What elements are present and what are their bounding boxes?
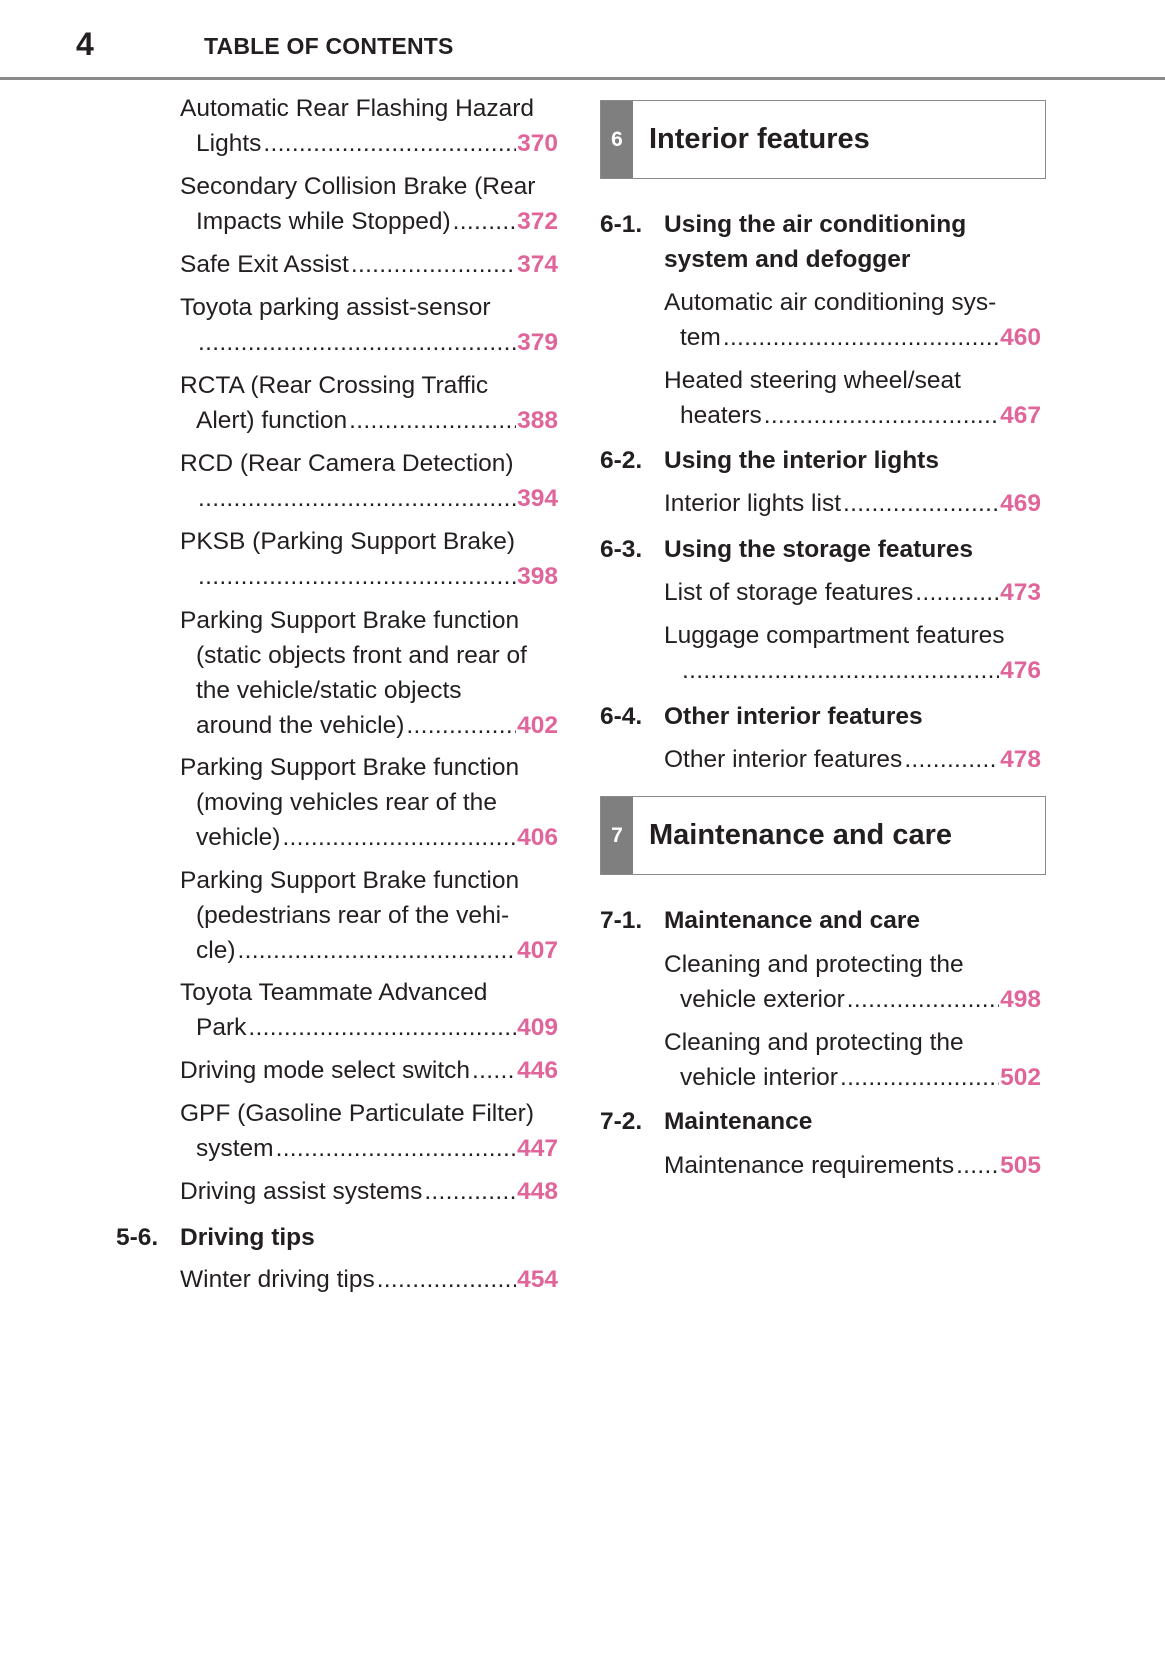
toc-entry-text: PKSB (Parking Support Brake) — [180, 528, 515, 555]
dot-leader — [721, 320, 999, 355]
chapter-title: Maintenance and care — [649, 819, 952, 851]
toc-entry-text: RCD (Rear Camera Detection) — [180, 450, 514, 477]
section-number: 6-3. — [600, 536, 643, 563]
chapter-tab: 7 — [601, 797, 633, 874]
toc-entry-text: Secondary Collision Brake (Rear — [180, 173, 536, 200]
toc-entry-leader-line — [664, 398, 1041, 433]
toc-page-link[interactable]: 388 — [517, 407, 558, 434]
toc-entry-leader-line — [180, 481, 558, 516]
toc-entry[interactable] — [664, 575, 1041, 610]
toc-page-link[interactable]: 447 — [517, 1135, 558, 1162]
toc-entry-text: Parking Support Brake function — [180, 607, 520, 634]
section-title: Using the air conditioning — [664, 211, 967, 238]
toc-entry[interactable] — [180, 169, 558, 239]
toc-entry[interactable] — [180, 1262, 558, 1297]
page-number: 4 — [76, 26, 94, 62]
section-title: Maintenance and care — [664, 907, 920, 934]
dot-leader — [261, 126, 516, 161]
toc-entry[interactable] — [180, 603, 558, 743]
dot-leader — [680, 653, 999, 688]
toc-entry[interactable] — [180, 91, 558, 161]
toc-entry-tail: Maintenance requirements — [664, 1152, 955, 1179]
toc-entry[interactable] — [180, 1174, 558, 1209]
toc-entry-leader-line — [664, 320, 1041, 355]
dot-leader — [838, 1060, 999, 1095]
dot-leader — [404, 708, 516, 743]
dot-leader — [349, 247, 516, 282]
toc-entry-leader-line — [180, 1010, 558, 1045]
toc-page-link[interactable]: 460 — [1000, 324, 1041, 351]
toc-page-link[interactable]: 505 — [1000, 1152, 1041, 1179]
toc-entry-tail: Other interior features — [664, 746, 903, 773]
dot-leader — [470, 1053, 516, 1088]
toc-entry-leader-line — [664, 653, 1041, 688]
dot-leader — [422, 1174, 516, 1209]
toc-page-link[interactable]: 448 — [517, 1178, 558, 1205]
toc-page-link[interactable]: 446 — [517, 1057, 558, 1084]
dot-leader — [196, 325, 516, 360]
section-number: 5-6. — [116, 1224, 159, 1251]
dot-leader — [954, 1148, 999, 1183]
toc-entry-leader-line — [180, 403, 558, 438]
dot-leader — [280, 820, 516, 855]
toc-entry-leader-line — [664, 486, 1041, 521]
toc-entry-tail: tem — [680, 324, 721, 351]
toc-entry-tail: vehicle interior — [680, 1064, 838, 1091]
section-heading-6-2[interactable] — [600, 443, 1050, 478]
toc-entry-tail: Alert) function — [196, 407, 348, 434]
toc-entry-text: (moving vehicles rear of the — [196, 789, 497, 816]
toc-page-link[interactable]: 406 — [517, 824, 558, 851]
toc-entry-leader-line — [180, 1262, 558, 1297]
dot-leader — [196, 481, 516, 516]
toc-entry[interactable] — [664, 486, 1041, 521]
toc-entry-text: Cleaning and protecting the — [664, 951, 964, 978]
toc-entry-leader-line — [180, 325, 558, 360]
toc-entry-text: GPF (Gasoline Particulate Filter) — [180, 1100, 534, 1127]
toc-entry-leader-line — [180, 559, 558, 594]
toc-entry-text: Automatic Rear Flashing Hazard — [180, 95, 535, 122]
dot-leader — [246, 1010, 516, 1045]
toc-page-link[interactable]: 398 — [517, 563, 558, 590]
toc-page-link[interactable]: 394 — [517, 485, 558, 512]
toc-entry-tail: vehicle exterior — [680, 986, 845, 1013]
toc-entry-leader-line — [180, 1131, 558, 1166]
toc-entry[interactable] — [180, 368, 558, 438]
section-title: Using the storage features — [664, 536, 974, 563]
toc-entry[interactable] — [180, 524, 558, 594]
toc-entry[interactable] — [664, 285, 1041, 355]
dot-leader — [196, 559, 516, 594]
toc-page-link[interactable]: 407 — [517, 937, 558, 964]
section-number: 7-1. — [600, 907, 643, 934]
section-title: Driving tips — [180, 1224, 315, 1251]
toc-page-link[interactable]: 372 — [517, 208, 558, 235]
toc-entry-tail: vehicle) — [196, 824, 281, 851]
toc-entry-leader-line — [180, 247, 558, 282]
section-heading-6-3[interactable] — [600, 532, 1050, 567]
section-title: Maintenance — [664, 1108, 813, 1135]
section-number: 6-2. — [600, 447, 643, 474]
toc-entry[interactable] — [664, 1148, 1041, 1183]
section-number: 6-1. — [600, 211, 643, 238]
toc-entry[interactable] — [664, 1025, 1041, 1095]
dot-leader — [235, 933, 516, 968]
toc-entry[interactable] — [664, 742, 1041, 777]
toc-entry-tail: heaters — [680, 402, 762, 429]
toc-entry[interactable] — [180, 247, 558, 282]
header-divider — [0, 77, 1165, 80]
toc-entry-leader-line — [180, 204, 558, 239]
toc-entry-tail: Impacts while Stopped) — [196, 208, 451, 235]
toc-entry[interactable] — [180, 975, 558, 1045]
dot-leader — [845, 982, 999, 1017]
toc-page-link[interactable]: 502 — [1000, 1064, 1041, 1091]
toc-page-link[interactable]: 374 — [517, 251, 558, 278]
toc-entry-text: Heated steering wheel/seat — [664, 367, 961, 394]
toc-entry-leader-line — [664, 1148, 1041, 1183]
toc-page-link[interactable]: 478 — [1000, 746, 1041, 773]
toc-page-link[interactable]: 454 — [517, 1266, 558, 1293]
toc-entry-text: Automatic air conditioning sys- — [664, 289, 997, 316]
chapter-title: Interior features — [649, 123, 870, 155]
dot-leader — [347, 403, 516, 438]
section-title: Other interior features — [664, 703, 923, 730]
toc-entry-text: Toyota Teammate Advanced — [180, 979, 488, 1006]
dot-leader — [841, 486, 999, 521]
toc-page-link[interactable]: 476 — [1000, 657, 1041, 684]
dot-leader — [274, 1131, 517, 1166]
toc-entry-text: Luggage compartment features — [664, 622, 1005, 649]
section-heading-7-1[interactable] — [600, 903, 1050, 938]
toc-page-link[interactable]: 379 — [517, 329, 558, 356]
toc-page-link[interactable]: 409 — [517, 1014, 558, 1041]
toc-entry-text: Parking Support Brake function — [180, 867, 520, 894]
toc-page-link[interactable]: 498 — [1000, 986, 1041, 1013]
toc-entry-tail: system — [196, 1135, 274, 1162]
dot-leader — [913, 575, 999, 610]
section-number: 6-4. — [600, 703, 643, 730]
toc-entry-leader-line — [180, 126, 558, 161]
chapter-7-header[interactable] — [600, 796, 1046, 875]
toc-entry-leader-line — [180, 708, 558, 743]
toc-entry-text: Parking Support Brake function — [180, 754, 520, 781]
toc-page-link[interactable]: 402 — [517, 712, 558, 739]
toc-entry-tail: Winter driving tips — [180, 1266, 375, 1293]
toc-entry[interactable] — [180, 1053, 558, 1088]
toc-entry[interactable] — [180, 290, 558, 360]
toc-entry[interactable] — [664, 947, 1041, 1017]
dot-leader — [451, 204, 516, 239]
toc-entry-tail: Lights — [196, 130, 262, 157]
dot-leader — [375, 1262, 516, 1297]
toc-entry[interactable] — [180, 750, 558, 855]
toc-entry-leader-line — [180, 1174, 558, 1209]
toc-entry-tail: List of storage features — [664, 579, 914, 606]
chapter-tab: 6 — [601, 101, 633, 178]
toc-entry-tail: cle) — [196, 937, 236, 964]
toc-entry-tail: Safe Exit Assist — [180, 251, 349, 278]
toc-entry[interactable] — [180, 863, 558, 968]
section-number: 7-2. — [600, 1108, 643, 1135]
toc-entry[interactable] — [664, 363, 1041, 433]
chapter-6-header[interactable] — [600, 100, 1046, 179]
toc-entry-text: RCTA (Rear Crossing Traffic — [180, 372, 489, 399]
toc-entry-leader-line — [664, 1060, 1041, 1095]
toc-entry-leader-line — [180, 933, 558, 968]
toc-entry-leader-line — [664, 982, 1041, 1017]
toc-entry-text: (static objects front and rear of — [196, 642, 527, 669]
toc-page-link[interactable]: 473 — [1000, 579, 1041, 606]
toc-entry-text: Toyota parking assist-sensor — [180, 294, 491, 321]
toc-entry-tail: Park — [196, 1014, 247, 1041]
toc-entry-tail: Interior lights list — [664, 490, 842, 517]
section-heading-6-4[interactable] — [600, 699, 1050, 734]
section-heading-5-6[interactable] — [116, 1220, 566, 1255]
toc-entry-tail: Driving mode select switch — [180, 1057, 471, 1084]
toc-entry-leader-line — [180, 820, 558, 855]
toc-page-link[interactable]: 370 — [517, 130, 558, 157]
toc-entry[interactable] — [664, 618, 1041, 688]
toc-entry-tail: around the vehicle) — [196, 712, 405, 739]
toc-entry-text: Cleaning and protecting the — [664, 1029, 964, 1056]
section-title: Using the interior lights — [664, 447, 939, 474]
toc-entry-text: the vehicle/static objects — [196, 677, 462, 704]
section-heading-6-1[interactable] — [600, 207, 1050, 277]
page-title: TABLE OF CONTENTS — [204, 33, 454, 59]
toc-entry-text: (pedestrians rear of the vehi- — [196, 902, 510, 929]
toc-entry-leader-line — [180, 1053, 558, 1088]
toc-entry[interactable] — [180, 446, 558, 516]
section-heading-7-2[interactable] — [600, 1104, 1050, 1139]
toc-entry-leader-line — [664, 742, 1041, 777]
section-title: system and defogger — [664, 246, 911, 273]
toc-page-link[interactable]: 467 — [1000, 402, 1041, 429]
toc-page-link[interactable]: 469 — [1000, 490, 1041, 517]
dot-leader — [902, 742, 999, 777]
toc-entry-tail: Driving assist systems — [180, 1178, 423, 1205]
dot-leader — [762, 398, 999, 433]
toc-entry[interactable] — [180, 1096, 558, 1166]
toc-entry-leader-line — [664, 575, 1041, 610]
